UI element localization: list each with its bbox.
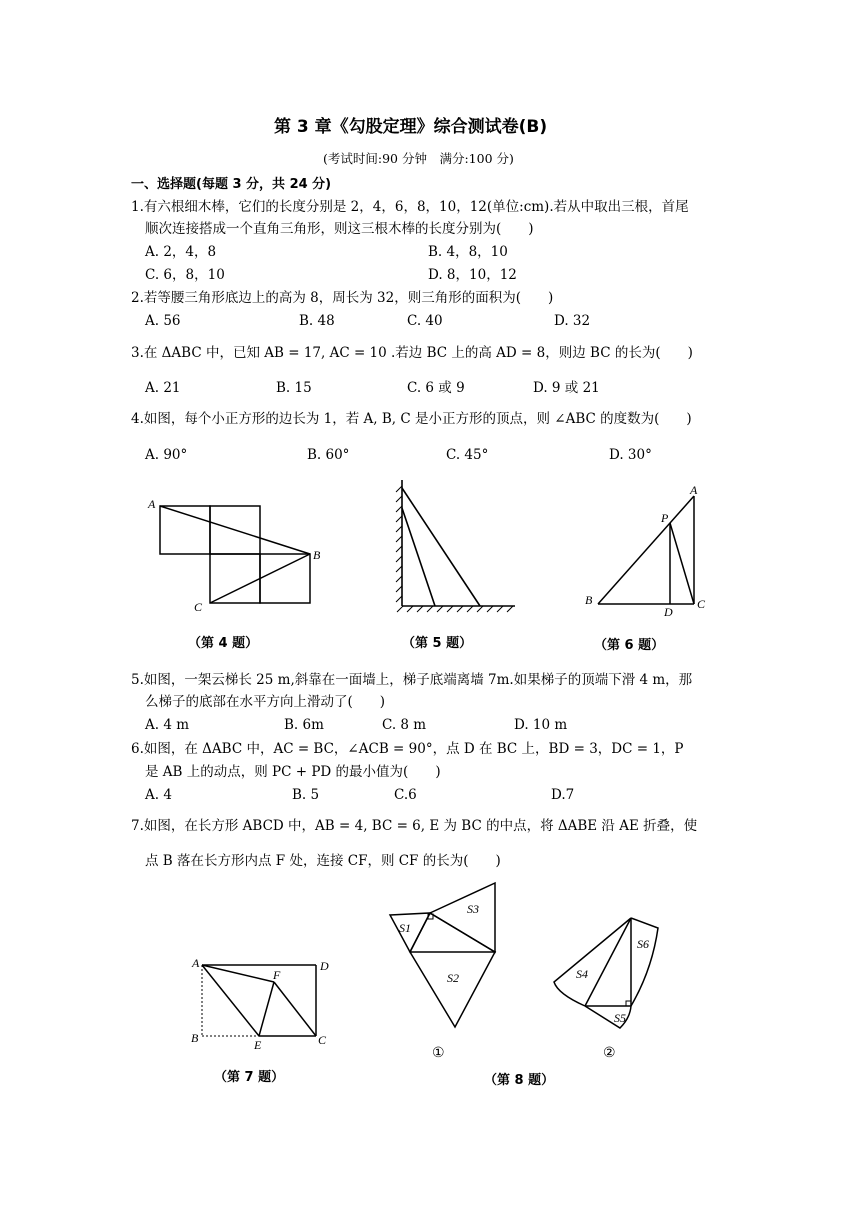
fig4-square-1 xyxy=(160,506,210,554)
q5-option-c: C. 8 m xyxy=(382,717,427,733)
fig7-caption: （第 7 题） xyxy=(214,1070,285,1085)
figure-7-rectangle xyxy=(188,952,348,1052)
q1-option-c: C. 6，8，10 xyxy=(145,267,225,283)
fig8-2-label-s5: S5 xyxy=(614,1011,626,1025)
q4-option-d: D. 30° xyxy=(609,447,652,463)
q1-line1: 1.有六根细木棒，它们的长度分别是 2，4，6，8，10，12(单位:cm).若从中取出三根，首尾 xyxy=(131,199,689,215)
q3-option-d: D. 9 或 21 xyxy=(533,380,600,396)
q7-line1: 7.如图，在长方形 ABCD 中，AB = 4, BC = 6, E 为 BC 的中点，将 ΔABE 沿 AE 折叠，使 xyxy=(131,818,698,834)
fig6-side-ab xyxy=(598,496,694,604)
q4-option-b: B. 60° xyxy=(307,447,350,463)
fig8-2-label-s6: S6 xyxy=(637,937,649,951)
q6-option-b: B. 5 xyxy=(292,787,320,803)
q4-line1: 4.如图，每个小正方形的边长为 1，若 A, B, C 是小正方形的顶点，则 ∠ABC 的度数为( ) xyxy=(131,411,692,427)
q2-option-a: A. 56 xyxy=(145,313,181,329)
fig5-ladder-2 xyxy=(402,508,435,606)
fig5-caption: （第 5 题） xyxy=(402,636,473,651)
fig4-caption: （第 4 题） xyxy=(188,636,259,651)
fig7-label-a: A xyxy=(192,956,200,970)
fig8-1-triangle-s3 xyxy=(430,883,495,952)
figure-8-part-2 xyxy=(548,910,688,1040)
q3-option-c: C. 6 或 9 xyxy=(407,380,465,396)
q1-line2: 顺次连接搭成一个直角三角形，则这三根木棒的长度分别为( ) xyxy=(145,221,534,237)
fig6-label-p: P xyxy=(661,511,669,525)
q6-option-a: A. 4 xyxy=(145,787,172,803)
fig7-label-c: C xyxy=(318,1033,327,1047)
fig5-ground-hatching xyxy=(397,606,513,612)
fig6-caption: （第 6 题） xyxy=(594,638,665,653)
fig4-square-3 xyxy=(210,554,260,603)
fig8-2-sector-s6 xyxy=(631,918,658,1006)
figure-8-part-1 xyxy=(385,880,505,1040)
q2-option-b: B. 48 xyxy=(299,313,335,329)
q1-option-d: D. 8，10，12 xyxy=(428,267,517,283)
q6-line1: 6.如图，在 ΔABC 中，AC = BC，∠ACB = 90°，点 D 在 BC 上，BD = 3，DC = 1，P xyxy=(131,741,684,757)
fig8-sub2-label: ② xyxy=(603,1045,616,1061)
fig6-label-d: D xyxy=(664,605,673,619)
fig8-1-label-s3: S3 xyxy=(467,902,479,916)
fig4-label-c: C xyxy=(194,600,203,614)
fig7-label-b: B xyxy=(191,1031,199,1045)
fig6-label-b: B xyxy=(585,593,593,607)
fig7-label-d: D xyxy=(320,959,329,973)
q7-line2: 点 B 落在长方形内点 F 处，连接 CF，则 CF 的长为( ) xyxy=(145,853,501,869)
fig4-segment-ab xyxy=(160,506,310,554)
fig7-segment-fe xyxy=(259,982,274,1036)
figure-5-ladder xyxy=(385,478,525,618)
q5-option-b: B. 6m xyxy=(284,717,324,733)
q1-option-b: B. 4，8，10 xyxy=(428,244,508,260)
q2-line1: 2.若等腰三角形底边上的高为 8，周长为 32，则三角形的面积为( ) xyxy=(131,290,554,306)
fig6-label-a: A xyxy=(690,483,698,497)
q3-option-a: A. 21 xyxy=(145,380,181,396)
figure-4-grid xyxy=(140,490,340,620)
q6-option-d: D.7 xyxy=(551,787,575,803)
fig8-caption: （第 8 题） xyxy=(484,1073,555,1088)
fig8-1-triangle-s2 xyxy=(410,952,495,1027)
fig8-1-leg-1 xyxy=(410,913,430,952)
fig5-wall-hatching xyxy=(396,486,402,602)
fig7-segment-ae xyxy=(202,965,259,1036)
fig4-square-4 xyxy=(260,554,310,603)
q4-option-c: C. 45° xyxy=(446,447,489,463)
fig7-segment-fc xyxy=(274,982,316,1036)
fig6-segment-pc xyxy=(670,523,694,604)
fig6-label-c: C xyxy=(697,597,706,611)
fig4-label-b: B xyxy=(313,548,321,562)
figure-6-triangle xyxy=(578,482,718,622)
q3-line1: 3.在 ΔABC 中，已知 AB = 17, AC = 10 .若边 BC 上的高 AD = 8，则边 BC 的长为( ) xyxy=(131,345,693,361)
q3-option-b: B. 15 xyxy=(276,380,312,396)
fig7-label-f: F xyxy=(273,968,281,982)
section-heading: 一、选择题(每题 3 分，共 24 分) xyxy=(131,177,332,192)
fig8-1-label-s2: S2 xyxy=(447,971,459,985)
q6-line2: 是 AB 上的动点，则 PC + PD 的最小值为( ) xyxy=(145,764,441,780)
q5-option-a: A. 4 m xyxy=(145,717,190,733)
fig8-1-label-s1: S1 xyxy=(399,921,411,935)
fig7-label-e: E xyxy=(254,1038,262,1052)
fig5-ladder-1 xyxy=(402,488,480,606)
fig8-2-hypotenuse xyxy=(585,918,631,1006)
q2-option-d: D. 32 xyxy=(554,313,591,329)
fig8-2-label-s4: S4 xyxy=(576,967,588,981)
exam-info: (考试时间:90 分钟 满分:100 分) xyxy=(323,151,514,166)
fig8-1-leg-2 xyxy=(430,913,495,952)
q6-option-c: C.6 xyxy=(394,787,417,803)
fig8-sub1-label: ① xyxy=(432,1045,445,1061)
q4-option-a: A. 90° xyxy=(145,447,188,463)
q1-option-a: A. 2，4，8 xyxy=(145,244,217,260)
q5-line2: 么梯子的底部在水平方向上滑动了( ) xyxy=(145,694,386,710)
q5-line1: 5.如图，一架云梯长 25 m,斜靠在一面墙上，梯子底端离墙 7m.如果梯子的顶端下滑 4 m，那 xyxy=(131,672,693,688)
q5-option-d: D. 10 m xyxy=(514,717,568,733)
page-title: 第 3 章《勾股定理》综合测试卷(B) xyxy=(274,117,548,137)
fig4-label-a: A xyxy=(148,497,156,511)
q2-option-c: C. 40 xyxy=(407,313,443,329)
